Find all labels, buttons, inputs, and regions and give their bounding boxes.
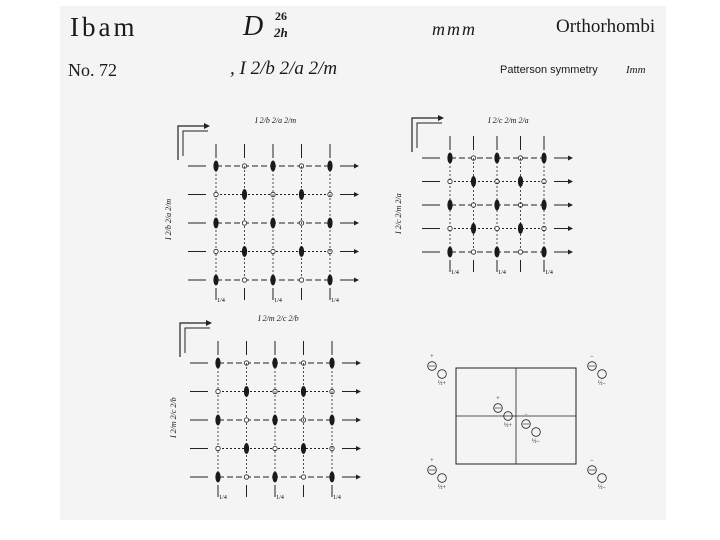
twofold-axis-symbol <box>494 200 499 211</box>
symmetry-diagram-c <box>170 316 360 501</box>
general-position-circle <box>438 474 447 483</box>
edge-fraction-label: 1/4 <box>545 270 553 276</box>
edge-arrowhead <box>568 156 573 161</box>
edge-arrowhead <box>356 475 361 480</box>
axis-arrowhead <box>204 123 210 129</box>
inversion-center-symbol <box>271 249 275 253</box>
twofold-axis-symbol <box>518 223 523 234</box>
twofold-axis-symbol <box>270 218 275 229</box>
inversion-center-symbol <box>273 446 277 450</box>
twofold-axis-symbol <box>272 415 277 426</box>
table-page <box>60 6 666 520</box>
twofold-axis-symbol <box>215 358 220 369</box>
edge-arrowhead <box>354 249 359 254</box>
twofold-axis-symbol <box>471 223 476 234</box>
diagram-c-side-label: I 2/m 2/c 2/b <box>169 397 178 438</box>
edge-fraction-label: 1/4 <box>451 270 459 276</box>
twofold-axis-symbol <box>272 472 277 483</box>
twofold-axis-symbol <box>215 472 220 483</box>
position-mark: ½− <box>598 381 606 387</box>
edge-arrowhead <box>568 179 573 184</box>
edge-arrowhead <box>354 192 359 197</box>
space-group-number: No. 72 <box>68 60 117 80</box>
inversion-center-symbol <box>244 475 248 479</box>
edge-fraction-label: 1/4 <box>217 298 225 304</box>
patterson-symmetry: Imm <box>626 64 646 76</box>
inversion-center-symbol <box>216 446 220 450</box>
point-group: mmm <box>432 19 477 39</box>
inversion-center-symbol <box>299 278 303 282</box>
twofold-axis-symbol <box>447 200 452 211</box>
diagram-b-side-label: I 2/c 2/m 2/a <box>394 193 403 234</box>
position-mark: ½− <box>598 485 606 491</box>
diagram-c-top-label: I 2/m 2/c 2/b <box>258 314 299 323</box>
twofold-axis-symbol <box>541 200 546 211</box>
full-symbol: , I 2/b 2/a 2/m <box>230 58 338 79</box>
axis-arrowhead <box>206 320 212 326</box>
axis-marker <box>417 123 442 148</box>
position-mark: + <box>430 354 434 360</box>
twofold-axis-symbol <box>270 275 275 286</box>
inversion-center-symbol <box>242 278 246 282</box>
symmetry-diagram-b <box>394 118 584 288</box>
twofold-axis-symbol <box>329 472 334 483</box>
edge-arrowhead <box>356 361 361 366</box>
edge-arrowhead <box>354 221 359 226</box>
twofold-axis-symbol <box>215 415 220 426</box>
position-mark: ½+ <box>504 423 512 429</box>
edge-fraction-label: 1/4 <box>333 495 341 501</box>
general-position-circle <box>532 428 541 437</box>
inversion-center-symbol <box>214 249 218 253</box>
edge-arrowhead <box>568 250 573 255</box>
twofold-axis-symbol <box>244 386 249 397</box>
inversion-center-symbol <box>214 192 218 196</box>
edge-arrowhead <box>568 203 573 208</box>
twofold-axis-symbol <box>213 161 218 172</box>
position-mark: + <box>430 458 434 464</box>
inversion-center-symbol <box>471 250 475 254</box>
edge-fraction-label: 1/4 <box>274 298 282 304</box>
diagram-b-top-label: I 2/c 2/m 2/a <box>488 116 529 125</box>
inversion-center-symbol <box>448 179 452 183</box>
axis-marker <box>185 328 210 353</box>
position-mark: − <box>590 354 594 360</box>
general-position-circle <box>598 370 607 379</box>
inversion-center-symbol <box>518 250 522 254</box>
position-mark: ½− <box>532 439 540 445</box>
twofold-axis-symbol <box>242 246 247 257</box>
inversion-center-symbol <box>242 221 246 225</box>
twofold-axis-symbol <box>213 275 218 286</box>
position-mark: − <box>590 458 594 464</box>
twofold-axis-symbol <box>301 443 306 454</box>
schoenflies-superscript: 26 <box>275 9 287 23</box>
edge-fraction-label: 1/4 <box>498 270 506 276</box>
twofold-axis-symbol <box>213 218 218 229</box>
edge-fraction-label: 1/4 <box>331 298 339 304</box>
general-position-circle <box>598 474 607 483</box>
space-group-symbol: Ibam <box>70 12 138 42</box>
twofold-axis-symbol <box>242 189 247 200</box>
inversion-center-symbol <box>244 418 248 422</box>
general-position-circle <box>438 370 447 379</box>
twofold-axis-symbol <box>299 246 304 257</box>
twofold-axis-symbol <box>541 247 546 258</box>
edge-fraction-label: 1/4 <box>219 495 227 501</box>
position-mark: − <box>524 412 528 418</box>
position-mark: ½+ <box>438 485 446 491</box>
twofold-axis-symbol <box>327 275 332 286</box>
inversion-center-symbol <box>301 475 305 479</box>
position-mark: + <box>496 396 500 402</box>
crystal-system: Orthorhombi <box>556 16 656 37</box>
axis-marker <box>183 131 208 156</box>
symmetry-diagram-a <box>168 118 358 304</box>
inversion-center-symbol <box>448 226 452 230</box>
schoenflies-subscript: 2h <box>274 25 288 40</box>
twofold-axis-symbol <box>494 247 499 258</box>
inversion-center-symbol <box>495 226 499 230</box>
edge-arrowhead <box>356 446 361 451</box>
twofold-axis-symbol <box>447 247 452 258</box>
diagram-a-top-label: I 2/b 2/a 2/m <box>255 116 297 125</box>
edge-arrowhead <box>354 278 359 283</box>
edge-arrowhead <box>354 164 359 169</box>
twofold-axis-symbol <box>447 153 452 164</box>
patterson-label: Patterson symmetry <box>500 64 598 76</box>
inversion-center-symbol <box>471 203 475 207</box>
edge-fraction-label: 1/4 <box>276 495 284 501</box>
edge-arrowhead <box>568 226 573 231</box>
twofold-axis-symbol <box>518 176 523 187</box>
edge-arrowhead <box>356 418 361 423</box>
schoenflies-symbol: D <box>243 11 264 42</box>
position-mark: ½+ <box>438 381 446 387</box>
edge-arrowhead <box>356 389 361 394</box>
inversion-center-symbol <box>216 389 220 393</box>
diagram-a-side-label: I 2/b 2/a 2/m <box>164 198 173 240</box>
twofold-axis-symbol <box>244 443 249 454</box>
general-position-diagram <box>420 348 610 500</box>
axis-arrowhead <box>438 115 444 121</box>
twofold-axis-symbol <box>471 176 476 187</box>
